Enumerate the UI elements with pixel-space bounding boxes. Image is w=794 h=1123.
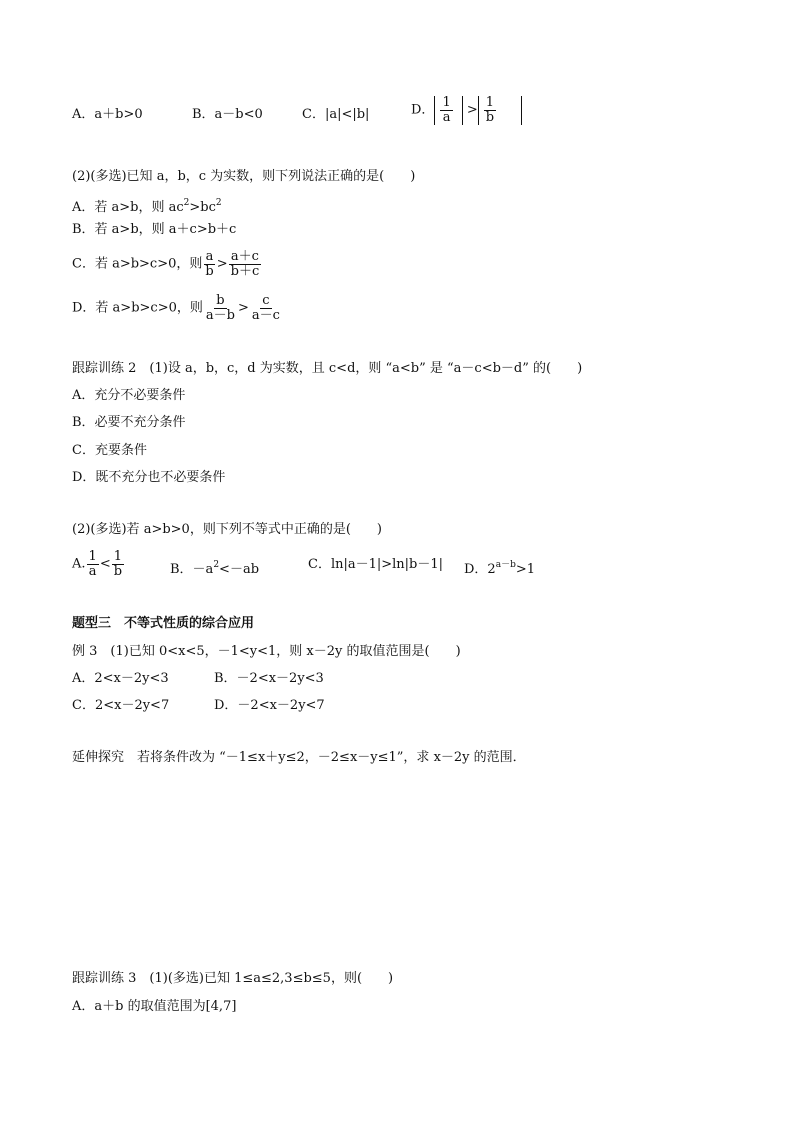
fraction-numerator: 1 bbox=[88, 549, 97, 564]
option-c: C．|a|<|b| bbox=[302, 107, 370, 122]
fraction-denominator: b bbox=[485, 110, 495, 125]
practice-2-part2-option-a bbox=[72, 550, 125, 579]
practice-2-stem: 跟踪训练 2 (1)设 a，b，c，d 为实数，且 c<d，则 “a<b” 是 “a－c<b－d” 的( ) bbox=[72, 361, 583, 376]
less-sign: < bbox=[99, 556, 111, 572]
section-heading: 题型三 不等式性质的综合应用 bbox=[72, 616, 255, 631]
option-text: B．－a bbox=[170, 562, 214, 577]
q2-option-c-prefix: C．若 a>b>c>0，则 bbox=[72, 256, 203, 272]
option-text: >1 bbox=[515, 562, 536, 577]
superscript: 2 bbox=[213, 560, 220, 570]
superscript: a－b bbox=[495, 560, 516, 570]
q2-option-b: B．若 a>b，则 a＋c>b＋c bbox=[72, 222, 237, 237]
practice-2-part2-option-b bbox=[170, 556, 259, 579]
practice-2-part2-option-c: C．ln|a－1|>ln|b－1| bbox=[308, 557, 444, 572]
fraction-numerator: 1 bbox=[113, 549, 123, 564]
greater-sign: > bbox=[216, 256, 228, 272]
example-3-option-a: A．2<x－2y<3 bbox=[72, 671, 169, 686]
superscript: 2 bbox=[215, 198, 222, 208]
greater-sign: > bbox=[466, 102, 478, 118]
practice-2-option-c: C．充要条件 bbox=[72, 443, 147, 458]
example-3-option-d: D．－2<x－2y<7 bbox=[214, 698, 325, 713]
option-a: A．a＋b>0 bbox=[72, 107, 143, 122]
greater-sign: > bbox=[237, 300, 249, 316]
superscript: 2 bbox=[183, 198, 190, 208]
fraction-numerator: b bbox=[216, 293, 225, 308]
fraction-numerator: 1 bbox=[485, 95, 495, 110]
practice-3-option-a: A．a＋b 的取值范围为[4,7] bbox=[72, 999, 237, 1014]
example-3-option-b: B．－2<x－2y<3 bbox=[214, 671, 324, 686]
fraction-denominator: b bbox=[113, 564, 123, 579]
practice-3-stem: 跟踪训练 3 (1)(多选)已知 1≤a≤2,3≤b≤5，则( ) bbox=[72, 971, 394, 986]
fraction-denominator: b bbox=[205, 264, 214, 279]
fraction-denominator: a－b bbox=[205, 308, 235, 323]
extension-question: 延伸探究 若将条件改为 “－1≤x＋y≤2，－2≤x－y≤1”，求 x－2y 的范围． bbox=[72, 750, 526, 765]
option-label: A. bbox=[72, 556, 86, 572]
fraction-numerator: c bbox=[262, 293, 270, 308]
q2-option-a bbox=[72, 194, 222, 217]
option-text: <－ab bbox=[219, 562, 260, 577]
q2-option-d bbox=[72, 294, 283, 323]
fraction-denominator: a bbox=[442, 110, 451, 125]
option-d-label: D． bbox=[411, 102, 435, 118]
fraction-numerator: a＋c bbox=[230, 249, 259, 264]
fraction-numerator: 1 bbox=[442, 95, 451, 110]
abs-reciprocal-b bbox=[478, 96, 522, 125]
practice-2-part2-option-d bbox=[464, 556, 535, 579]
practice-2-option-d: D．既不充分也不必要条件 bbox=[72, 470, 226, 485]
q2-option-a-text: A．若 a>b，则 ac bbox=[72, 200, 184, 215]
practice-2-option-b: B．必要不充分条件 bbox=[72, 415, 186, 430]
fraction-denominator: b＋c bbox=[230, 264, 260, 279]
question-2-stem: (2)(多选)已知 a，b，c 为实数，则下列说法正确的是( ) bbox=[72, 169, 416, 184]
option-d bbox=[411, 96, 522, 125]
practice-2-option-a: A．充分不必要条件 bbox=[72, 388, 186, 403]
example-3-stem: 例 3 (1)已知 0<x<5，－1<y<1，则 x－2y 的取值范围是( ) bbox=[72, 644, 461, 659]
q2-option-a-mid: >bc bbox=[189, 200, 216, 215]
fraction-numerator: a bbox=[205, 249, 214, 264]
practice-2-part2-stem: (2)(多选)若 a>b>0，则下列不等式中正确的是( ) bbox=[72, 522, 382, 537]
q2-option-d-prefix: D．若 a>b>c>0，则 bbox=[72, 300, 203, 316]
fraction-denominator: a bbox=[88, 564, 97, 579]
q2-option-c bbox=[72, 250, 262, 279]
example-3-option-c: C．2<x－2y<7 bbox=[72, 698, 170, 713]
fraction-denominator: a－c bbox=[251, 308, 280, 323]
option-text: D．2 bbox=[464, 562, 496, 577]
abs-reciprocal-a bbox=[434, 96, 462, 125]
option-b: B．a－b<0 bbox=[192, 107, 263, 122]
